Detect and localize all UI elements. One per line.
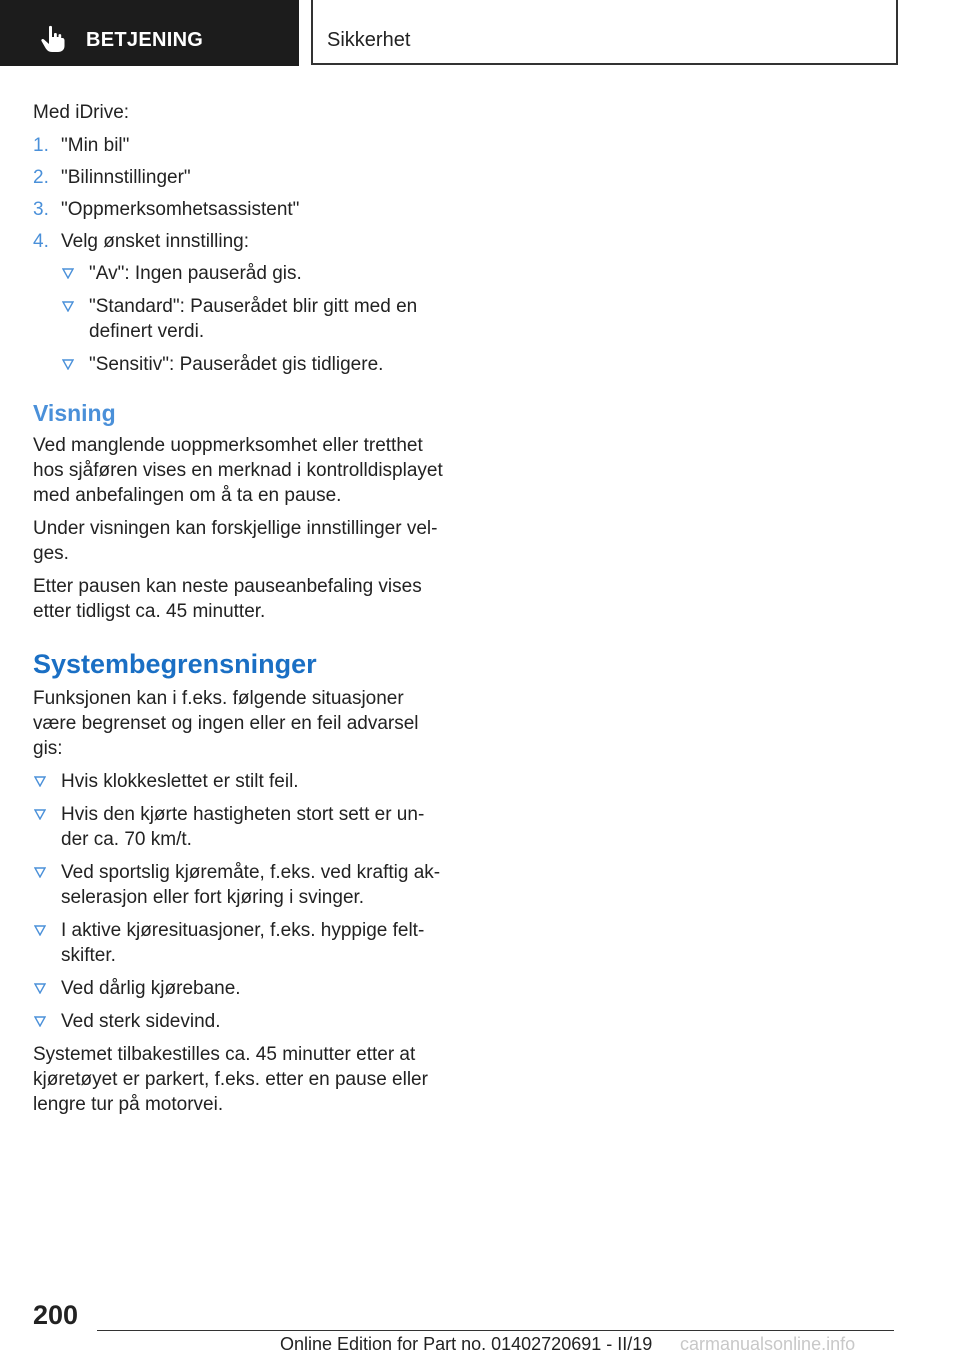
limitation-item (33, 769, 443, 794)
footer-divider (97, 1330, 894, 1331)
main-content (33, 100, 443, 1125)
step-number: 2. (33, 167, 49, 188)
page-header (0, 0, 960, 66)
triangle-bullet-icon (62, 359, 74, 370)
step-item (33, 229, 443, 377)
visning-paragraph: Ved manglende uoppmerksomhet eller tretthet hos sjåføren vises en merknad i kontrolldisplayet med anbefalingen om å ta en pause. (33, 435, 443, 506)
option-item (61, 352, 443, 377)
step-number: 4. (33, 231, 49, 252)
watermark: carmanualsonline.info (680, 1334, 856, 1354)
step-text: Velg ønsket innstilling: (61, 231, 249, 252)
section-tab (311, 0, 898, 65)
limitations-list (33, 769, 443, 1034)
triangle-bullet-icon (34, 925, 46, 936)
limitation-item (33, 918, 443, 968)
options-list (61, 261, 443, 377)
limitation-item (33, 976, 443, 1001)
chapter-tab (0, 0, 299, 66)
step-number: 1. (33, 135, 49, 156)
page-number: 200 (33, 1300, 79, 1330)
option-text: "Standard": Pauserådet blir gitt med en definert verdi. (89, 296, 418, 342)
step-text: "Oppmerksomhetsassistent" (61, 199, 300, 220)
option-item (61, 294, 443, 344)
hand-pointer-icon (40, 25, 66, 53)
limitation-text: Ved sterk sidevind. (61, 1011, 221, 1032)
limitations-intro: Funksjonen kan i f.eks. følgende situasjoner være begrenset og ingen eller en feil advarsel gis: (33, 688, 419, 759)
steps-list (33, 133, 443, 377)
triangle-bullet-icon (34, 983, 46, 994)
step-item (33, 165, 443, 190)
limitation-item (33, 802, 443, 852)
closing-paragraph: Systemet tilbakestilles ca. 45 minutter etter at kjøretøyet er parkert, f.eks. etter en pause eller lengre tur på motorvei. (33, 1044, 428, 1115)
triangle-bullet-icon (62, 268, 74, 279)
triangle-bullet-icon (34, 1016, 46, 1027)
triangle-bullet-icon (62, 301, 74, 312)
chapter-label: BETJENING (86, 29, 204, 51)
limitation-text: Ved sportslig kjøremåte, f.eks. ved kraftig akselerasjon eller fort kjøring i svinger. (61, 862, 441, 908)
option-text: "Sensitiv": Pauserådet gis tidligere. (89, 354, 384, 375)
edition-text: Online Edition for Part no. 01402720691 - II/19 (280, 1334, 653, 1354)
step-number: 3. (33, 199, 49, 220)
step-text: "Min bil" (61, 135, 130, 156)
limitation-text: Hvis den kjørte hastigheten stort sett er under ca. 70 km/t. (61, 804, 425, 850)
option-item (61, 261, 443, 286)
triangle-bullet-icon (34, 867, 46, 878)
option-text: "Av": Ingen pauseråd gis. (89, 263, 302, 284)
limitation-text: Hvis klokkeslettet er stilt feil. (61, 771, 299, 792)
triangle-bullet-icon (34, 776, 46, 787)
step-item (33, 197, 443, 222)
limitation-item (33, 1009, 443, 1034)
intro-text: Med iDrive: (33, 102, 130, 123)
visning-paragraph: Under visningen kan forskjellige innstillinger velges. (33, 518, 438, 564)
section-label: Sikkerhet (327, 29, 411, 51)
triangle-bullet-icon (34, 809, 46, 820)
systembegrensninger-heading: Systembegrensninger (33, 649, 317, 679)
step-item (33, 133, 443, 158)
limitation-text: I aktive kjøresituasjoner, f.eks. hyppige feltskifter. (61, 920, 425, 966)
visning-heading: Visning (33, 400, 116, 426)
limitation-text: Ved dårlig kjørebane. (61, 978, 241, 999)
limitation-item (33, 860, 443, 910)
step-text: "Bilinnstillinger" (61, 167, 191, 188)
visning-paragraph: Etter pausen kan neste pauseanbefaling vises etter tidligst ca. 45 minutter. (33, 576, 422, 622)
